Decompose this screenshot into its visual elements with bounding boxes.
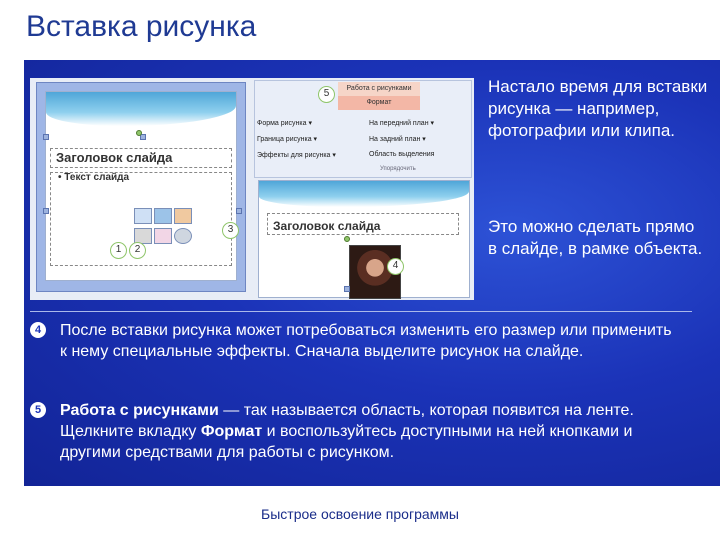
- chart-icon[interactable]: [154, 208, 172, 224]
- smartart-icon[interactable]: [174, 208, 192, 224]
- slide-thumbnail-b: [258, 180, 470, 298]
- picture-tools-term: Работа с рисунками: [60, 402, 219, 419]
- arrange-group-label: Упорядочить: [380, 166, 416, 172]
- step-text-part: — так называется область, которая появится на ленте. Щелкните вкладку: [60, 402, 634, 440]
- format-tab[interactable]: Формат: [338, 96, 420, 110]
- title-bar: [0, 0, 720, 58]
- step-number: 4: [30, 322, 46, 338]
- callout-1: 1: [110, 242, 127, 259]
- callout-3: 3: [222, 222, 239, 239]
- divider: [30, 311, 692, 312]
- bring-to-front-button[interactable]: На передний план ▾: [369, 120, 435, 127]
- send-to-back-button[interactable]: На задний план ▾: [369, 136, 426, 143]
- callout-5: 5: [318, 86, 335, 103]
- picture-effects-button[interactable]: Эффекты для рисунка ▾: [257, 152, 336, 159]
- picture-shape-button[interactable]: Форма рисунка ▾: [257, 120, 312, 127]
- format-term: Формат: [200, 423, 263, 440]
- table-icon[interactable]: [134, 208, 152, 224]
- footer-text: Быстрое освоение программы: [261, 506, 459, 522]
- footer: [0, 486, 720, 540]
- slide-a-title: Заголовок слайда: [56, 150, 173, 165]
- picture-tools-context-tab: Работа с рисунками: [338, 82, 420, 96]
- callout-2: 2: [129, 242, 146, 259]
- photo-rotate-handle[interactable]: [344, 236, 350, 242]
- intro-paragraph: Настало время для вставки рисунка — например, фотографии или клипа.: [488, 77, 708, 140]
- media-icon[interactable]: [174, 228, 192, 244]
- clipart-icon[interactable]: [154, 228, 172, 244]
- title-placeholder-frame: [50, 148, 232, 168]
- step-number: 5: [30, 402, 46, 418]
- slide-b-title-frame: [267, 213, 459, 235]
- slide-b-wave-decoration: [259, 181, 469, 207]
- slide-thumbnail-a: [36, 82, 246, 292]
- resize-handle[interactable]: [43, 134, 49, 140]
- selection-pane-button[interactable]: Область выделения: [369, 151, 435, 158]
- rotate-handle[interactable]: [136, 130, 142, 136]
- picture-border-button[interactable]: Граница рисунка ▾: [257, 136, 318, 143]
- step-text: [60, 400, 680, 463]
- photo-resize-handle[interactable]: [344, 286, 350, 292]
- callout-4: 4: [387, 258, 404, 275]
- slide-a-wave-decoration: [46, 92, 236, 126]
- slide-title: Вставка рисунка: [26, 10, 257, 43]
- slide-b-title: Заголовок слайда: [273, 219, 381, 233]
- resize-handle[interactable]: [43, 208, 49, 214]
- resize-handle[interactable]: [236, 208, 242, 214]
- placeholder-paragraph: Это можно сделать прямо в слайде, в рамке объекта.: [488, 217, 703, 258]
- step-text-part: и воспользуйтесь доступными на ней кнопками и другими средствами для работы с рисунком.: [60, 423, 633, 461]
- step-text: После вставки рисунка может потребоваться изменить его размер или применить к нему специальные эффекты. Сначала выделите рисунок на слайде.: [60, 322, 672, 360]
- slide-a-bullet: • Текст слайда: [58, 172, 130, 183]
